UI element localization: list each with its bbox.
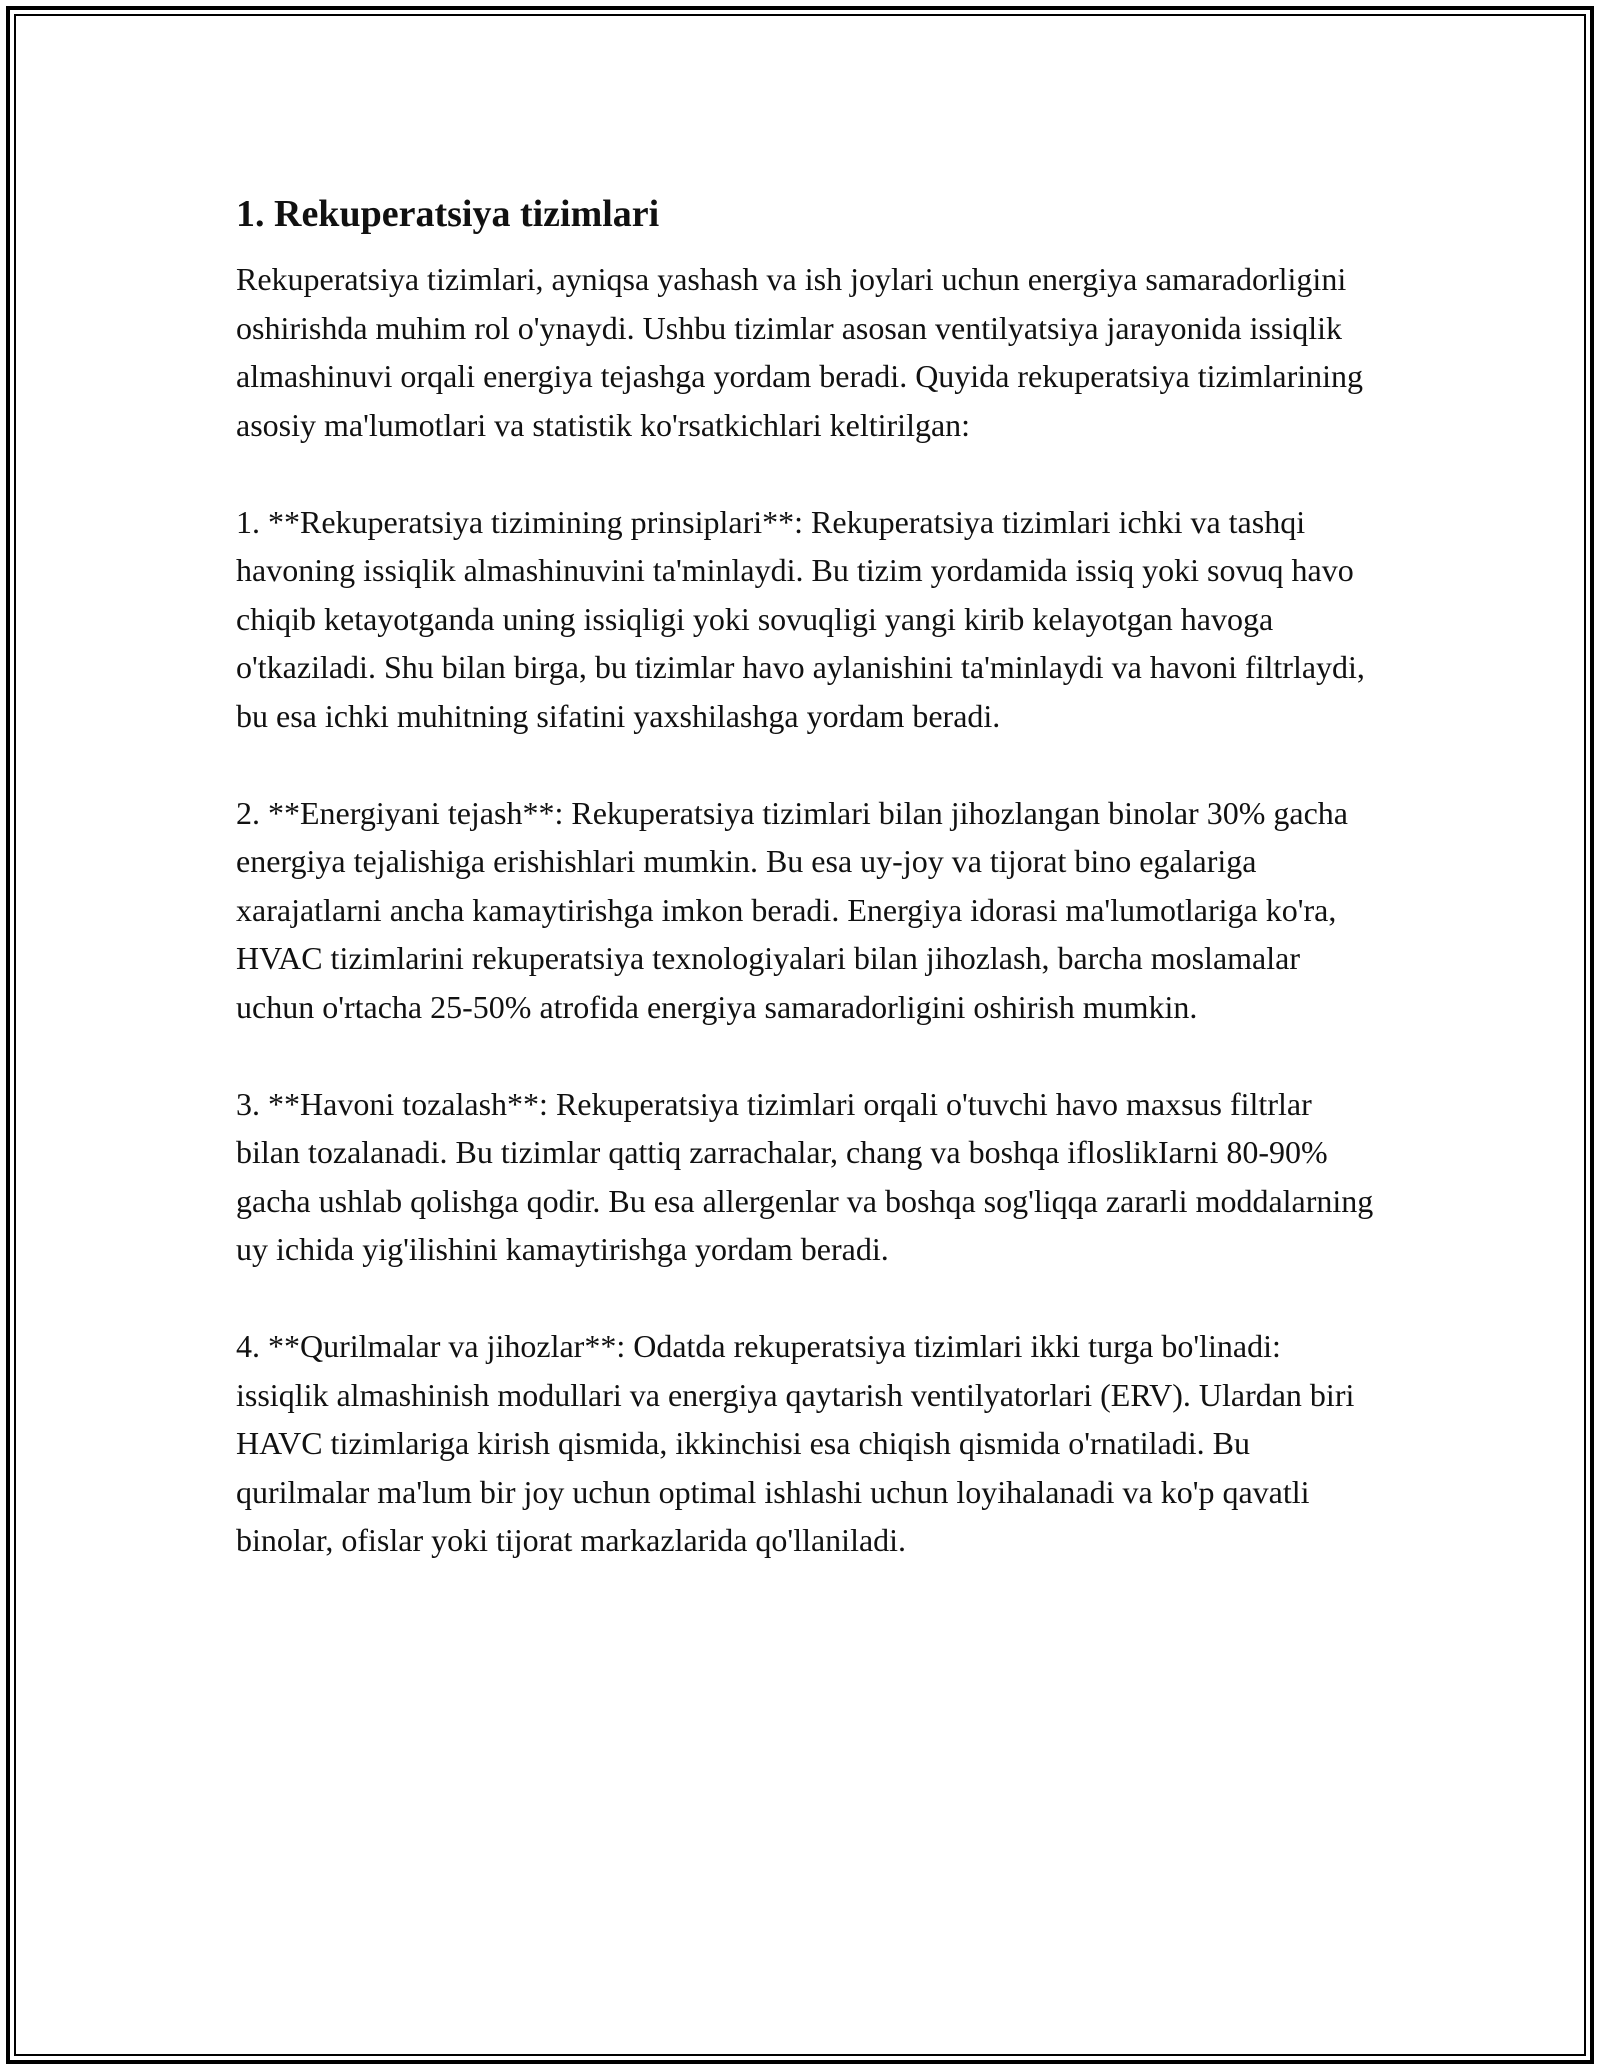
paragraph-devices: 4. **Qurilmalar va jihozlar**: Odatda rekuperatsiya tizimlari ikki turga bo'linadi: issiqlik almashinish modullari va energiya qaytarish ventilyatorlari (ERV). Ulardan biri HAVC tizimlariga kirish qismida, ikkinchisi esa chiqish qismida o'rnatiladi. Bu qurilmalar ma'lum bir joy uchun optimal ishlashi uchun loyihalanadi va ko'p qavatli binolar, ofislar yoki tijorat markazlarida qo'llaniladi. <box>236 1328 1355 1558</box>
document-body <box>236 185 1376 1613</box>
document-title: 1. Rekuperatsiya tizimlari <box>236 193 660 235</box>
paragraph-principles: 1. **Rekuperatsiya tizimining prinsiplari**: Rekuperatsiya tizimlari ichki va tashqi havoning issiqlik almashinuvini ta'minlaydi. Bu tizim yordamida issiq yoki sovuq havo chiqib ketayotganda uning issiqligi yoki sovuqligi yangi kirib kelayotgan havoga o'tkaziladi. Shu bilan birga, bu tizimlar havo aylanishini ta'minlaydi va havoni filtrlaydi, bu esa ichki muhitning sifatini yaxshilashga yordam beradi. <box>236 503 1365 734</box>
intro-paragraph: Rekuperatsiya tizimlari, ayniqsa yashash va ish joylari uchun energiya samaradorligini oshirishda muhim rol o'ynaydi. Ushbu tizimlar asosan ventilyatsiya jarayonida issiqlik almashinuvi orqali energiya tejashga yordam beradi. Quyida rekuperatsiya tizimlarining asosiy ma'lumotlari va statistik ko'rsatkichlari keltirilgan: <box>236 261 1364 443</box>
paragraph-energy-saving: 2. **Energiyani tejash**: Rekuperatsiya tizimlari bilan jihozlangan binolar 30% gacha energiya tejalishiga erishishlari mumkin. Bu esa uy-joy va tijorat bino egalariga xarajatlarni ancha kamaytirishga imkon beradi. Energiya idorasi ma'lumotlariga ko'ra, HVAC tizimlarini rekuperatsiya texnologiyalari bilan jihozlash, barcha moslamalar uchun o'rtacha 25-50% atrofida energiya samaradorligini oshirish mumkin. <box>236 794 1348 1025</box>
paragraph-air-cleaning: 3. **Havoni tozalash**: Rekuperatsiya tizimlari orqali o'tuvchi havo maxsus filtrlar bilan tozalanadi. Bu tizimlar qattiq zarrachalar, chang va boshqa ifloslikIarni 80-90% gacha ushlab qolishga qodir. Bu esa allergenlar va boshqa sog'liqqa zararli moddalarning uy ichida yig'ilishini kamaytirishga yordam beradi. <box>236 1085 1374 1267</box>
